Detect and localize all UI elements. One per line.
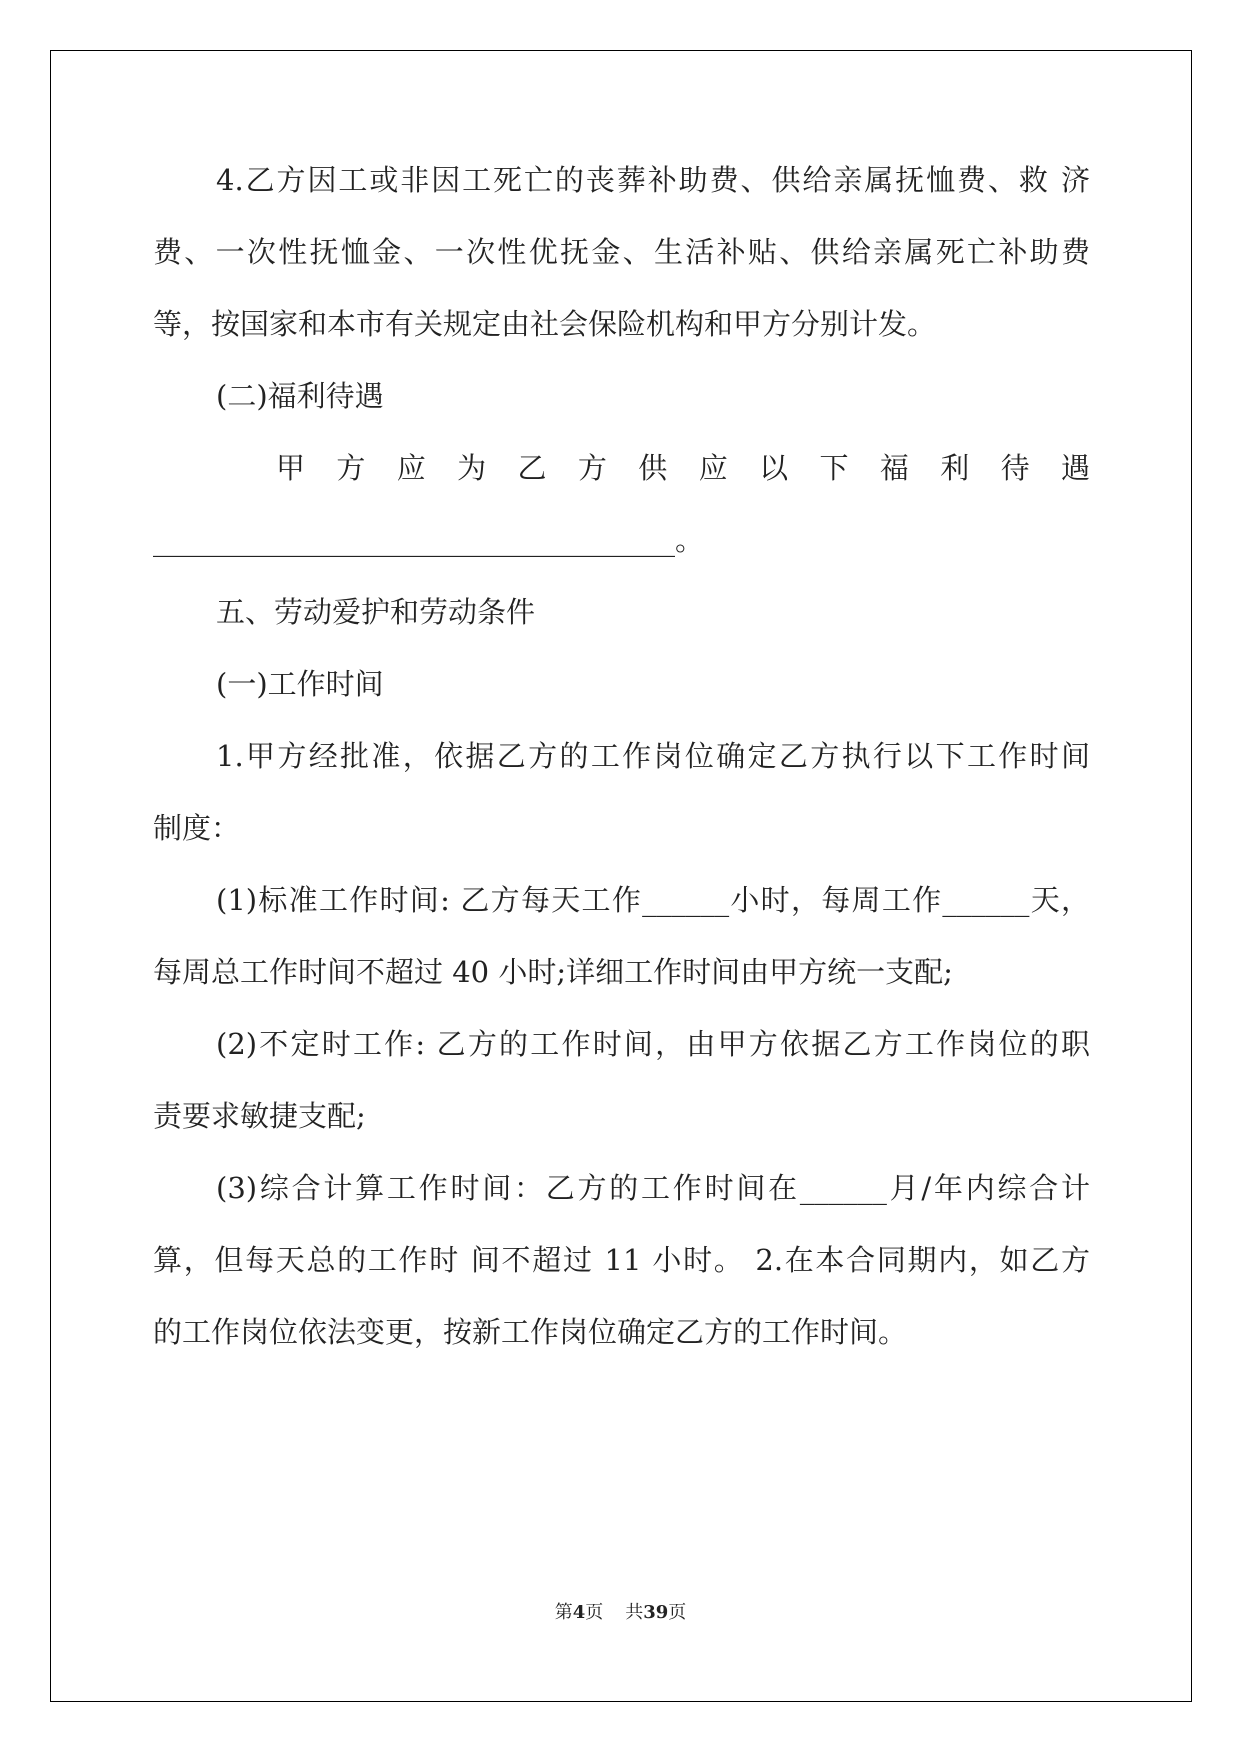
paragraph-line: 1.甲方经批准，依据乙方的工作岗位确定乙方执行以下工作时间 — [216, 739, 1090, 773]
paragraph-line: 算，但每天总的工作时 间不超过 11 小时。 2.在本合同期内，如乙方 — [153, 1243, 1090, 1277]
total-label-suffix: 页 — [668, 1602, 687, 1623]
total-label-prefix: 共 — [625, 1602, 644, 1623]
paragraph-line: (3)综合计算工作时间：乙方的工作时间在______月/年内综合计 — [216, 1171, 1090, 1205]
page-label-suffix: 页 — [585, 1602, 604, 1623]
paragraph-line: 费、一次性抚恤金、一次性优抚金、生活补贴、供给亲属死亡补助费 — [153, 235, 1090, 269]
page-label-prefix: 第 — [554, 1602, 573, 1623]
paragraph-line: 制度： — [153, 811, 241, 845]
blank-fill-line: ____________________________________。 — [153, 523, 705, 557]
total-pages: 39 — [643, 1602, 669, 1623]
section-heading: (二)福利待遇 — [216, 379, 384, 413]
paragraph-line: (1)标准工作时间: 乙方每天工作______小时，每周工作______天， — [216, 883, 1090, 917]
page-footer — [0, 1598, 1241, 1624]
page-number: 4 — [572, 1602, 586, 1623]
paragraph-line: 等，按国家和本市有关规定由社会保险机构和甲方分别计发。 — [153, 307, 937, 341]
section-heading: 五、劳动爱护和劳动条件 — [216, 595, 536, 629]
section-heading: (一)工作时间 — [216, 667, 384, 701]
paragraph-line: 责要求敏捷支配; — [153, 1099, 366, 1133]
paragraph-line: 4.乙方因工或非因工死亡的丧葬补助费、供给亲属抚恤费、救 济 — [216, 163, 1090, 197]
paragraph-line: 甲 方 应 为 乙 方 供 应 以 下 福 利 待 遇 — [276, 451, 1090, 485]
paragraph-line: (2)不定时工作: 乙方的工作时间，由甲方依据乙方工作岗位的职 — [216, 1027, 1090, 1061]
paragraph-line: 的工作岗位依法变更，按新工作岗位确定乙方的工作时间。 — [153, 1315, 908, 1349]
paragraph-line: 每周总工作时间不超过 40 小时;详细工作时间由甲方统一支配; — [153, 955, 953, 989]
page-border — [50, 50, 1192, 1702]
